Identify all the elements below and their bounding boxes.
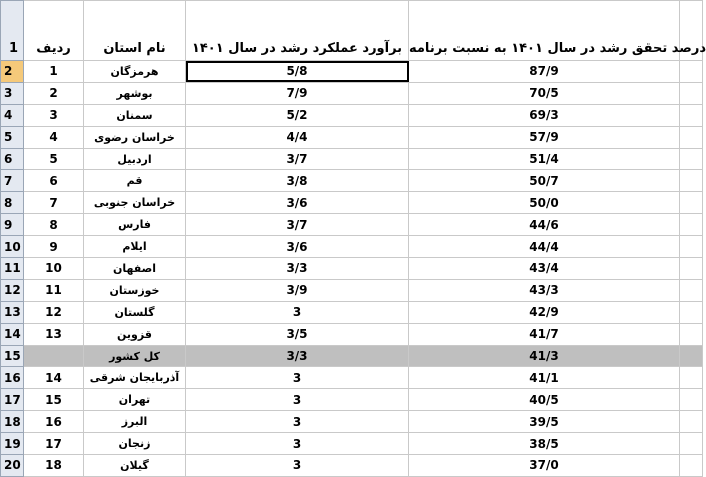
cell-estimate[interactable]: 5/2	[186, 104, 409, 126]
cell-percent[interactable]: 43/4	[409, 258, 680, 280]
row-number[interactable]: 1	[1, 1, 24, 61]
empty-cell[interactable]	[680, 192, 703, 214]
cell-percent[interactable]: 44/4	[409, 236, 680, 258]
cell-percent[interactable]: 39/5	[409, 411, 680, 433]
empty-cell[interactable]	[680, 367, 703, 389]
row-number[interactable]: 19	[1, 433, 24, 455]
header-row	[1, 1, 703, 61]
cell-province[interactable]: اصفهان	[84, 258, 186, 280]
empty-cell[interactable]	[680, 148, 703, 170]
empty-cell[interactable]	[680, 433, 703, 455]
cell-percent[interactable]: 41/7	[409, 323, 680, 345]
cell-province[interactable]: بوشهر	[84, 82, 186, 104]
row-number[interactable]: 15	[1, 345, 24, 367]
cell-percent[interactable]: 42/9	[409, 301, 680, 323]
row-number[interactable]: 2	[1, 61, 24, 83]
empty-cell[interactable]	[680, 455, 703, 477]
cell-index[interactable]: 17	[24, 433, 84, 455]
cell-index[interactable]: 10	[24, 258, 84, 280]
cell-province[interactable]: گلستان	[84, 301, 186, 323]
table-row	[1, 61, 703, 83]
cell-estimate[interactable]: 3/3	[186, 258, 409, 280]
empty-cell[interactable]	[680, 389, 703, 411]
table-row	[1, 389, 703, 411]
table-row	[1, 411, 703, 433]
empty-cell[interactable]	[680, 323, 703, 345]
cell-index[interactable]: 13	[24, 323, 84, 345]
table-row	[1, 148, 703, 170]
row-number[interactable]: 5	[1, 126, 24, 148]
cell-province[interactable]: فارس	[84, 214, 186, 236]
cell-province[interactable]: سمنان	[84, 104, 186, 126]
table-row	[1, 82, 703, 104]
cell-percent[interactable]: 69/3	[409, 104, 680, 126]
table-row	[1, 345, 703, 367]
row-number[interactable]: 17	[1, 389, 24, 411]
cell-percent[interactable]: 44/6	[409, 214, 680, 236]
cell-index[interactable]: 14	[24, 367, 84, 389]
cell-estimate[interactable]: 3/8	[186, 170, 409, 192]
row-number[interactable]: 13	[1, 301, 24, 323]
empty-cell[interactable]	[680, 214, 703, 236]
cell-index[interactable]: 15	[24, 389, 84, 411]
cell-estimate[interactable]: 3/6	[186, 192, 409, 214]
table-row	[1, 214, 703, 236]
cell-estimate[interactable]: 3/9	[186, 279, 409, 301]
cell-percent[interactable]: 70/5	[409, 82, 680, 104]
cell-index[interactable]: 1	[24, 61, 84, 83]
empty-cell[interactable]	[680, 345, 703, 367]
cell-estimate[interactable]: 3	[186, 455, 409, 477]
row-number[interactable]: 18	[1, 411, 24, 433]
cell-percent[interactable]: 57/9	[409, 126, 680, 148]
table-row	[1, 104, 703, 126]
cell-estimate[interactable]: 3/6	[186, 236, 409, 258]
table-row	[1, 301, 703, 323]
cell-index[interactable]: 8	[24, 214, 84, 236]
cell-index[interactable]: 18	[24, 455, 84, 477]
empty-cell[interactable]	[680, 301, 703, 323]
cell-index[interactable]	[24, 345, 84, 367]
cell-estimate[interactable]: 7/9	[186, 82, 409, 104]
cell-percent[interactable]: 38/5	[409, 433, 680, 455]
cell-estimate[interactable]: 3	[186, 433, 409, 455]
cell-province[interactable]: ایلام	[84, 236, 186, 258]
row-number[interactable]: 12	[1, 279, 24, 301]
table-row	[1, 367, 703, 389]
cell-index[interactable]: 2	[24, 82, 84, 104]
cell-index[interactable]: 3	[24, 104, 84, 126]
cell-index[interactable]: 16	[24, 411, 84, 433]
header-province[interactable]: نام استان	[84, 1, 186, 61]
row-number[interactable]: 14	[1, 323, 24, 345]
header-percent[interactable]: درصد تحقق رشد در سال ۱۴۰۱ به نسبت برنامه	[409, 1, 680, 61]
cell-province[interactable]: هرمزگان	[84, 61, 186, 83]
empty-cell[interactable]	[680, 82, 703, 104]
cell-estimate[interactable]: 5/8	[186, 61, 409, 83]
cell-estimate[interactable]: 4/4	[186, 126, 409, 148]
cell-estimate[interactable]: 3/3	[186, 345, 409, 367]
cell-estimate[interactable]: 3	[186, 301, 409, 323]
cell-province[interactable]: خراسان جنوبی	[84, 192, 186, 214]
cell-estimate[interactable]: 3/7	[186, 214, 409, 236]
cell-province[interactable]: زنجان	[84, 433, 186, 455]
empty-cell[interactable]	[680, 126, 703, 148]
empty-cell[interactable]	[680, 104, 703, 126]
cell-province[interactable]: خوزستان	[84, 279, 186, 301]
cell-province[interactable]: اردبیل	[84, 148, 186, 170]
header-estimate[interactable]: برآورد عملکرد رشد در سال ۱۴۰۱	[186, 1, 409, 61]
cell-estimate[interactable]: 3	[186, 389, 409, 411]
empty-cell[interactable]	[680, 236, 703, 258]
empty-cell[interactable]	[680, 258, 703, 280]
cell-percent[interactable]: 41/1	[409, 367, 680, 389]
cell-province[interactable]: آذربایجان شرقی	[84, 367, 186, 389]
row-number[interactable]: 3	[1, 82, 24, 104]
cell-province[interactable]: گیلان	[84, 455, 186, 477]
row-number[interactable]: 16	[1, 367, 24, 389]
table-row	[1, 279, 703, 301]
empty-cell[interactable]	[680, 170, 703, 192]
empty-cell[interactable]	[680, 279, 703, 301]
cell-index[interactable]: 12	[24, 301, 84, 323]
cell-province[interactable]: قزوین	[84, 323, 186, 345]
empty-cell[interactable]	[680, 61, 703, 83]
row-number[interactable]: 9	[1, 214, 24, 236]
cell-estimate[interactable]: 3/5	[186, 323, 409, 345]
cell-index[interactable]: 7	[24, 192, 84, 214]
table-row	[1, 126, 703, 148]
cell-index[interactable]: 5	[24, 148, 84, 170]
cell-province[interactable]: کل کشور	[84, 345, 186, 367]
table-row	[1, 170, 703, 192]
cell-province[interactable]: تهران	[84, 389, 186, 411]
cell-percent[interactable]: 51/4	[409, 148, 680, 170]
cell-percent[interactable]: 43/3	[409, 279, 680, 301]
cell-percent[interactable]: 50/0	[409, 192, 680, 214]
table-row	[1, 192, 703, 214]
cell-province[interactable]: قم	[84, 170, 186, 192]
cell-estimate[interactable]: 3	[186, 411, 409, 433]
empty-cell[interactable]	[680, 411, 703, 433]
cell-index[interactable]: 9	[24, 236, 84, 258]
table-row	[1, 236, 703, 258]
row-number[interactable]: 4	[1, 104, 24, 126]
cell-percent[interactable]: 87/9	[409, 61, 680, 83]
cell-index[interactable]: 4	[24, 126, 84, 148]
cell-province[interactable]: خراسان رضوی	[84, 126, 186, 148]
cell-estimate[interactable]: 3/7	[186, 148, 409, 170]
cell-percent[interactable]: 37/0	[409, 455, 680, 477]
row-number[interactable]: 6	[1, 148, 24, 170]
table-row	[1, 433, 703, 455]
cell-index[interactable]: 6	[24, 170, 84, 192]
cell-index[interactable]: 11	[24, 279, 84, 301]
table-row	[1, 455, 703, 477]
cell-percent[interactable]: 50/7	[409, 170, 680, 192]
table-body	[1, 1, 706, 477]
row-number[interactable]: 20	[1, 455, 24, 477]
table-row	[1, 258, 703, 280]
cell-percent[interactable]: 40/5	[409, 389, 680, 411]
row-number[interactable]: 11	[1, 258, 24, 280]
cell-percent[interactable]: 41/3	[409, 345, 680, 367]
cell-province[interactable]: البرز	[84, 411, 186, 433]
row-number[interactable]: 7	[1, 170, 24, 192]
header-index[interactable]: ردیف	[24, 1, 84, 61]
row-number[interactable]: 10	[1, 236, 24, 258]
cell-estimate[interactable]: 3	[186, 367, 409, 389]
row-number[interactable]: 8	[1, 192, 24, 214]
table-row	[1, 323, 703, 345]
